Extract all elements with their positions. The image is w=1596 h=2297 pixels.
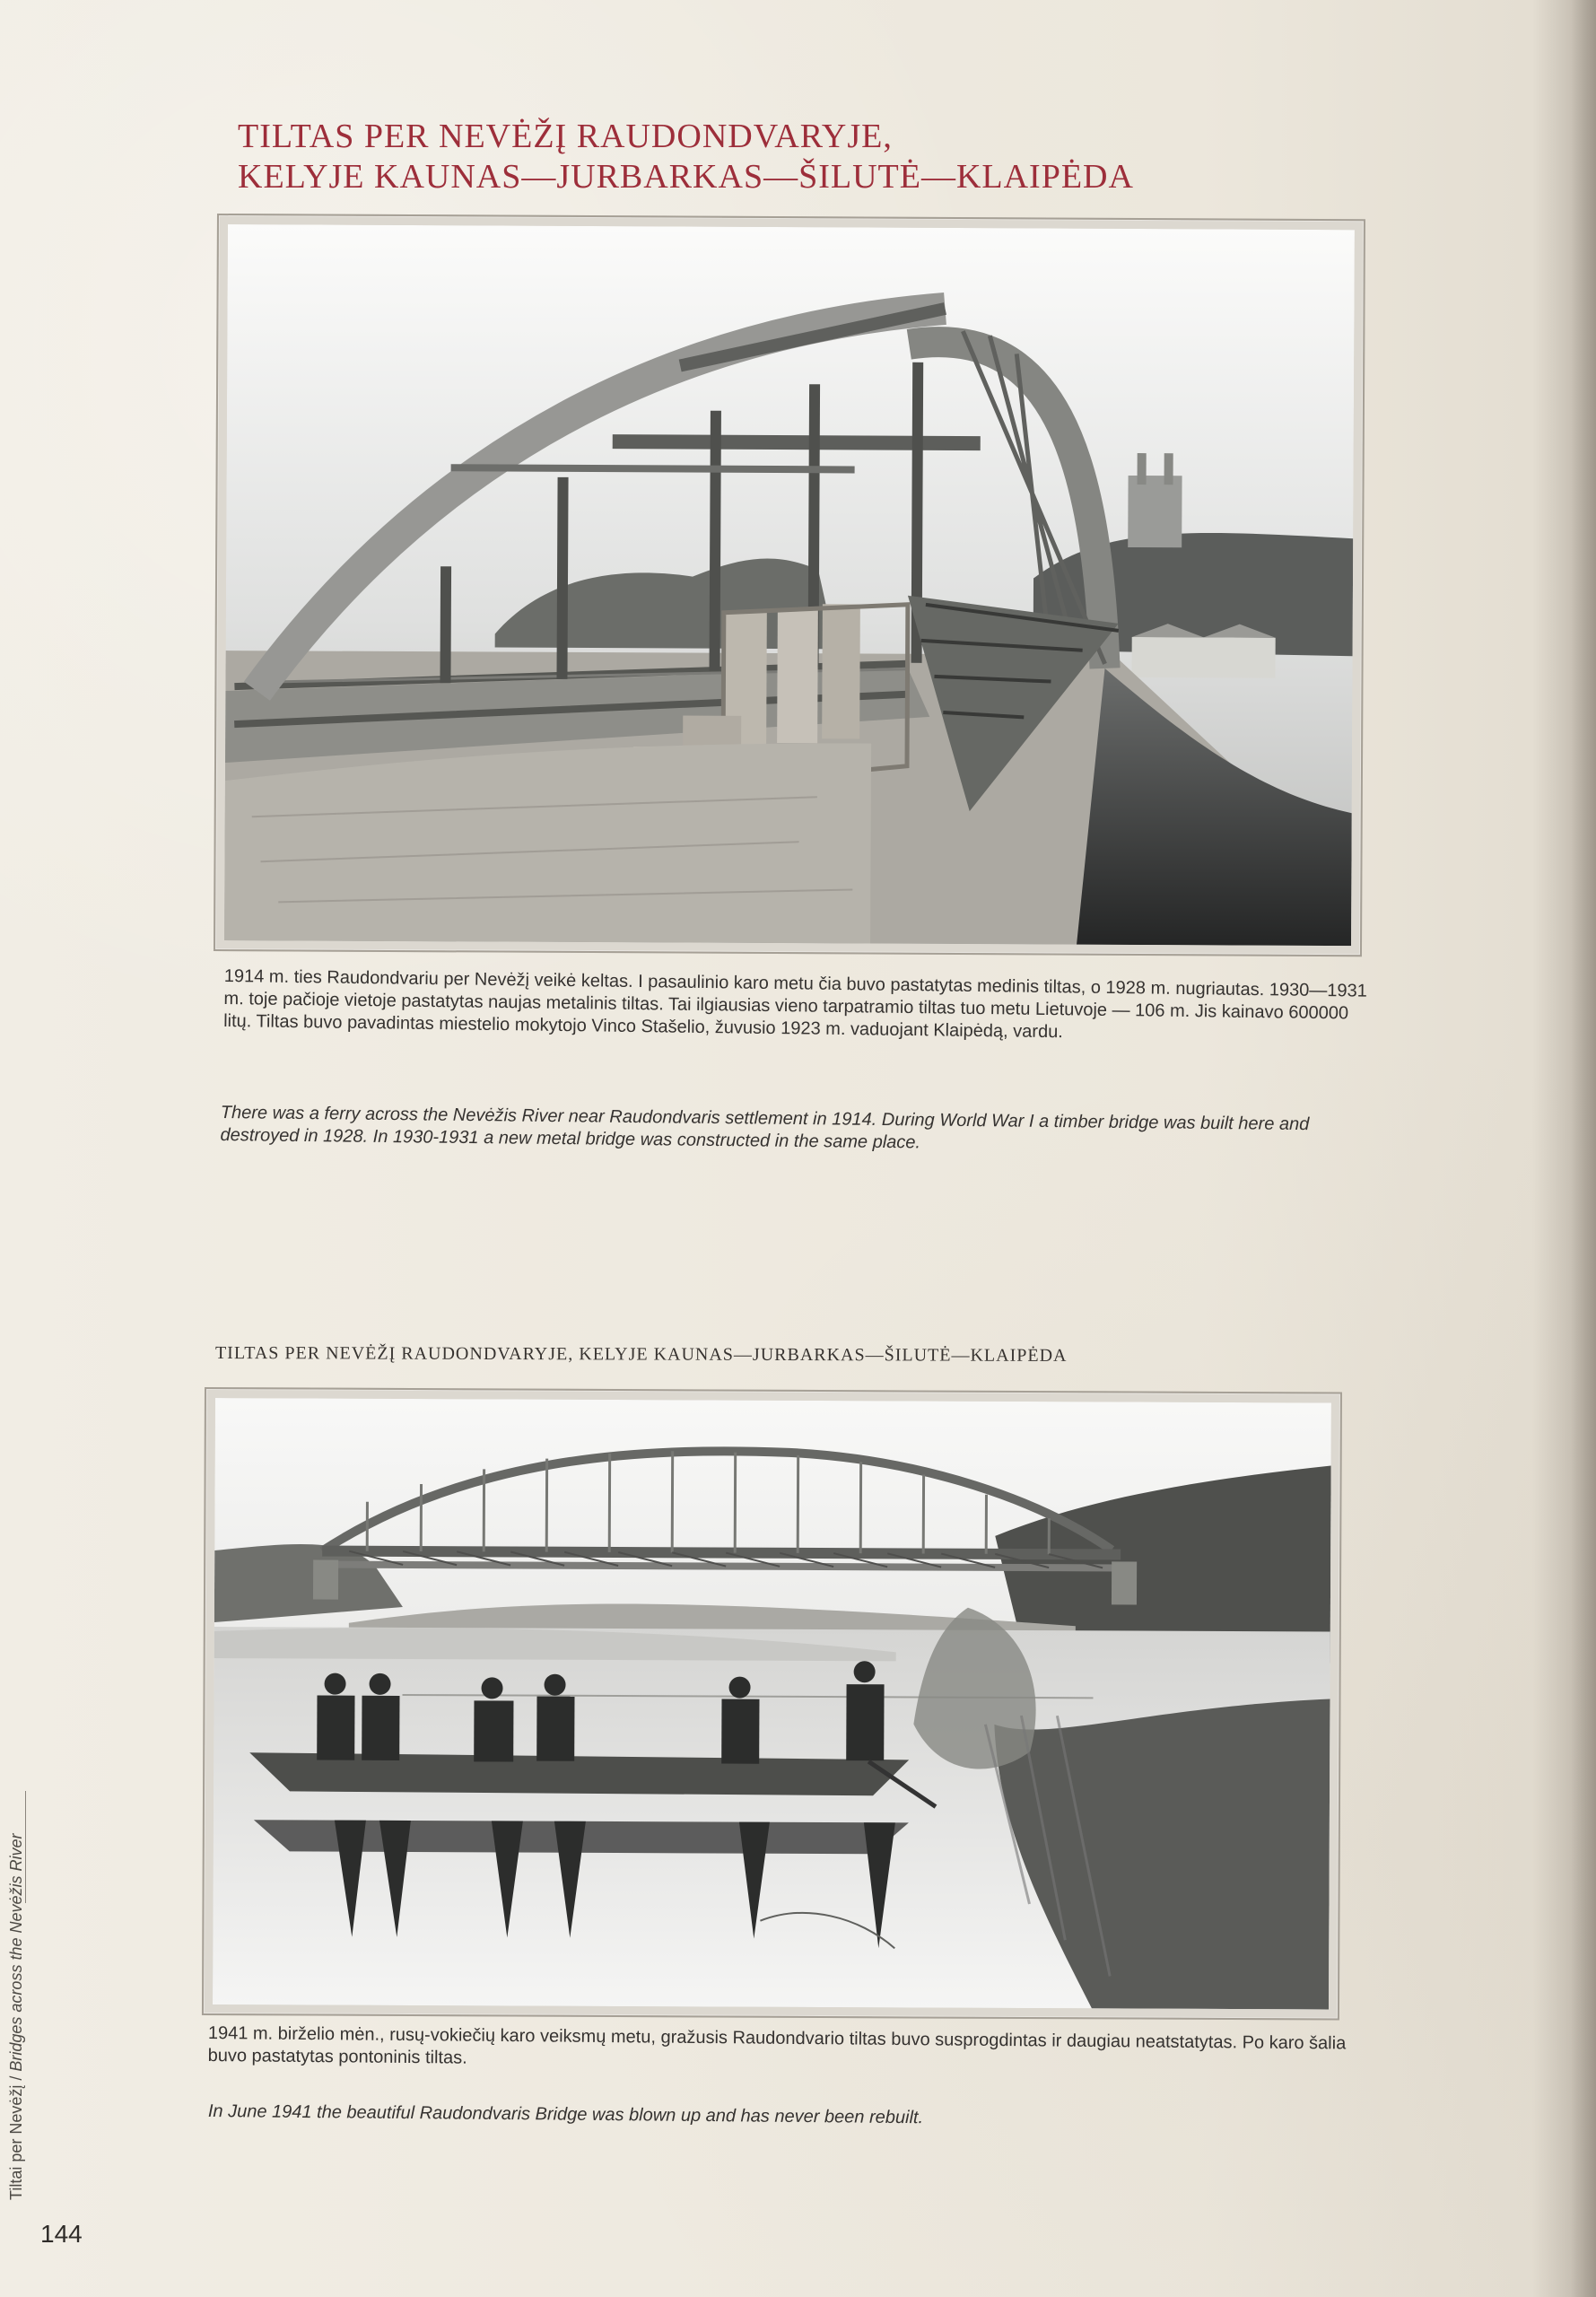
title-line-2: KELYJE KAUNAS—JURBARKAS—ŠILUTĖ—KLAIPĖDA	[238, 157, 1134, 196]
running-section-label	[7, 1834, 26, 2201]
running-section-label-lt: Tiltai per Nevėžį /	[7, 2071, 25, 2200]
title-line-1: TILTAS PER NEVĖŽĮ RAUDONDVARYJE,	[238, 118, 893, 155]
top-photo-caption-english: There was a ferry across the Nevėžis River near Raudondvaris settlement in 1914. During World War I a timber bridge was built here and destroyed in 1928. In 1930-1931 a new metal bridge was constructed in the same place.	[220, 1103, 1310, 1153]
running-section-label-en: Bridges across the Nevėžis River	[7, 1833, 25, 2072]
arched-bridge-illustration	[224, 224, 1355, 946]
historic-bridge-photo	[214, 214, 1365, 956]
boat-and-bridge-photo	[202, 1387, 1342, 2021]
bottom-photo-caption-lithuanian: 1941 m. birželio mėn., rusų-vokiečių karo veiksmų metu, gražusis Raudondvario tiltas buvo susprogdintas ir daugiau neatstatytas. Po karo šalia buvo pastatytas pontoninis tiltas.	[207, 2023, 1347, 2068]
river-bridge-boat-illustration	[213, 1398, 1331, 2009]
page-number: 144	[40, 2220, 83, 2248]
page-title	[238, 117, 1134, 197]
page-spine-shadow	[1571, 0, 1596, 2297]
bottom-photo-heading: TILTAS PER NEVĖŽĮ RAUDONDVARYJE, KELYJE KAUNAS—JURBARKAS—ŠILUTĖ—KLAIPĖDA	[214, 1343, 1068, 1366]
top-photo-caption-lithuanian: 1914 m. ties Raudondvariu per Nevėžį veikė keltas. I pasaulinio karo metu čia buvo pastatytas medinis tiltas, o 1928 m. nugriautas. 1930—1931 m. toje pačioje vietoje pastatytas naujas metalinis tiltas. Tai ilgiausias vieno tarpatramio tiltas tuo metu Lietuvoje — 106 m. Jis kainavo 600000 litų. Tiltas buvo pavadintas miestelio mokytojo Vinco Stašelio, žuvusio 1923 m. vaduojant Klaipėdą, vardu.	[223, 965, 1367, 1043]
bottom-photo-caption-english: In June 1941 the beautiful Raudondvaris Bridge was blown up and has never been rebuilt.	[207, 2101, 924, 2128]
